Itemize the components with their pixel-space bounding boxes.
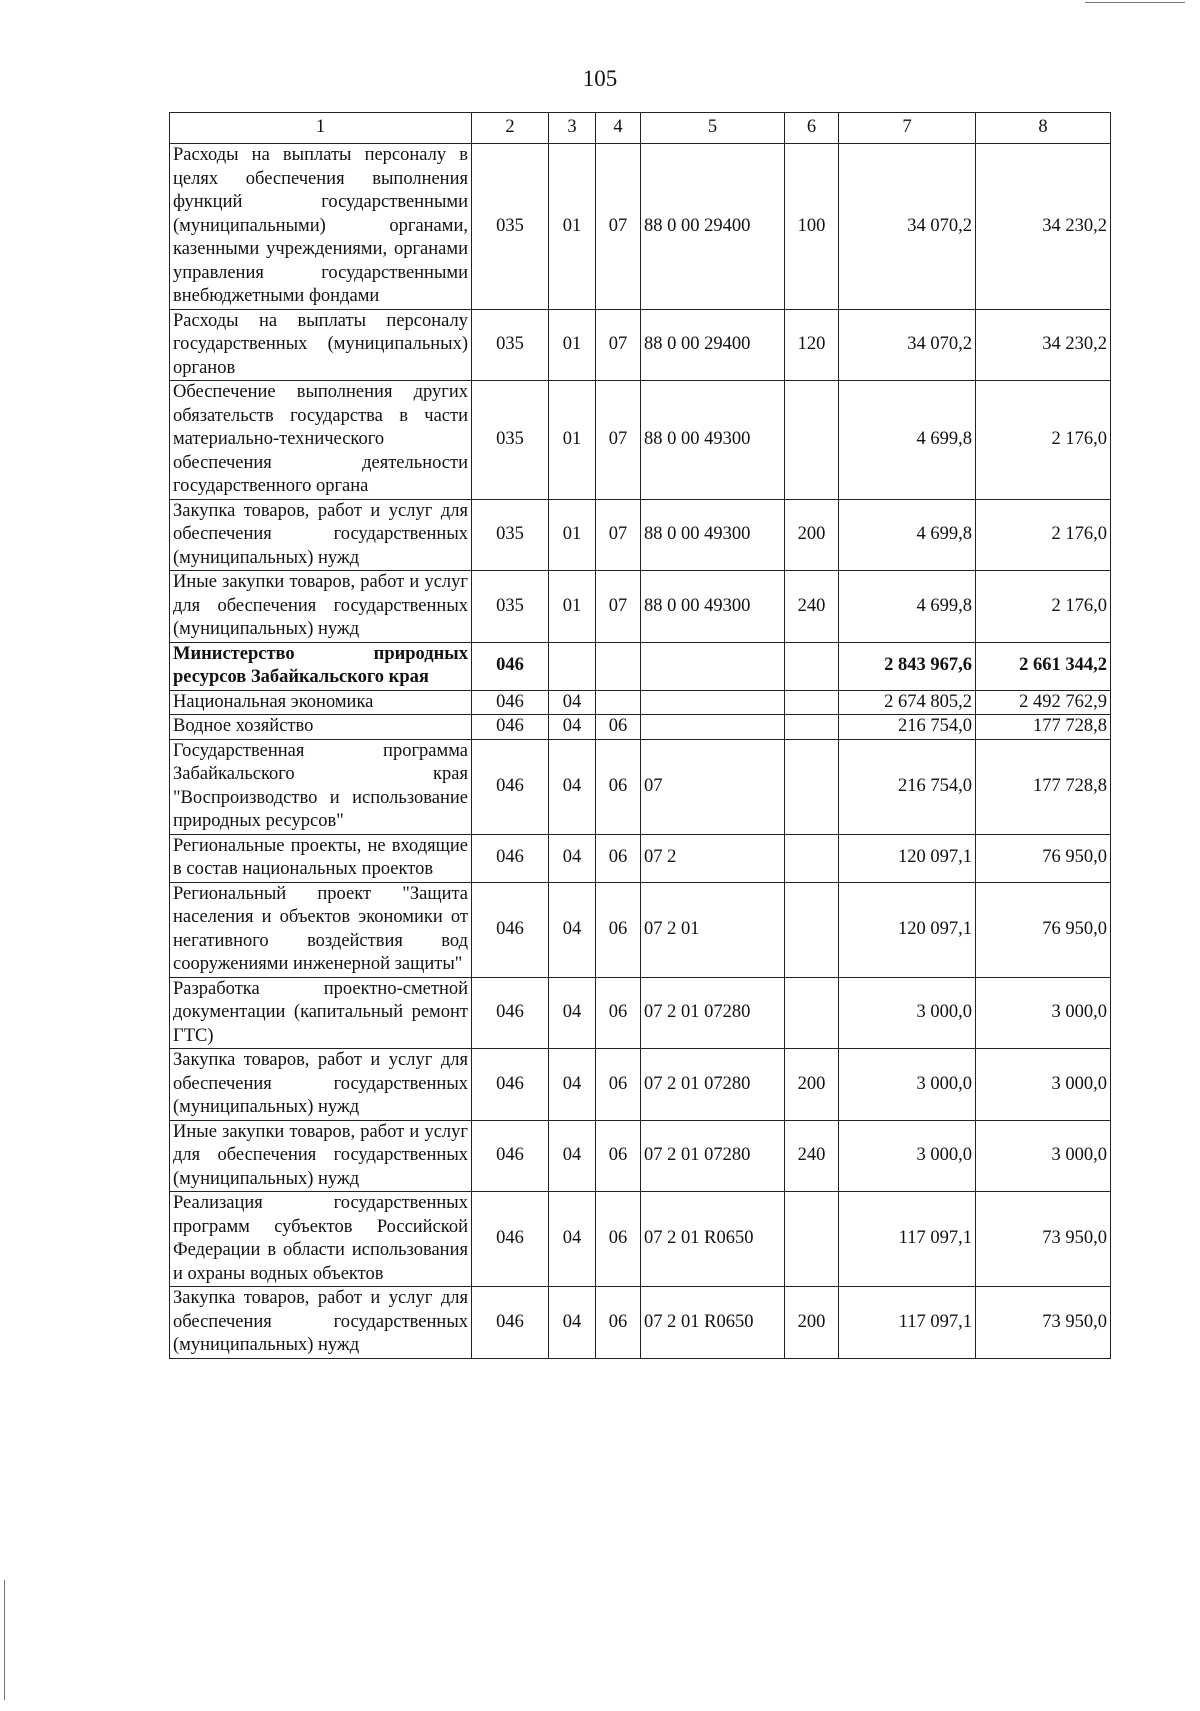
expense-type-code [785, 381, 839, 500]
ministry-code: 046 [472, 1192, 549, 1287]
section-code: 04 [549, 1049, 596, 1121]
target-article-code: 88 0 00 49300 [641, 571, 785, 643]
ministry-code: 035 [472, 144, 549, 310]
amount-year-1: 216 754,0 [839, 715, 976, 740]
row-name: Обеспечение выполнения других обязательств государства в части материально-технического обеспечения деятельности государственного органа [170, 381, 472, 500]
section-code: 04 [549, 834, 596, 882]
target-article-code: 88 0 00 29400 [641, 309, 785, 381]
expense-type-code [785, 834, 839, 882]
ministry-code: 046 [472, 715, 549, 740]
table-row [170, 1120, 1111, 1192]
table-row [170, 144, 1111, 310]
row-name: Расходы на выплаты персоналу государственных (муниципальных) органов [170, 309, 472, 381]
scan-edge-line [1085, 2, 1185, 3]
table-row [170, 715, 1111, 740]
amount-year-2: 3 000,0 [976, 977, 1111, 1049]
amount-year-1: 34 070,2 [839, 309, 976, 381]
target-article-code: 88 0 00 29400 [641, 144, 785, 310]
column-header: 6 [785, 113, 839, 144]
ministry-code: 046 [472, 1049, 549, 1121]
expense-type-code [785, 977, 839, 1049]
amount-year-2: 3 000,0 [976, 1049, 1111, 1121]
section-code: 01 [549, 571, 596, 643]
subsection-code: 06 [596, 1120, 641, 1192]
ministry-code: 035 [472, 499, 549, 571]
amount-year-2: 2 176,0 [976, 499, 1111, 571]
ministry-code: 046 [472, 977, 549, 1049]
section-code [549, 642, 596, 690]
table-row [170, 642, 1111, 690]
expense-type-code [785, 739, 839, 834]
table-row [170, 381, 1111, 500]
row-name: Закупка товаров, работ и услуг для обеспечения государственных (муниципальных) нужд [170, 1287, 472, 1359]
target-article-code: 07 2 01 07280 [641, 977, 785, 1049]
column-header: 2 [472, 113, 549, 144]
target-article-code: 07 2 [641, 834, 785, 882]
expense-type-code: 240 [785, 571, 839, 643]
section-code: 04 [549, 882, 596, 977]
subsection-code: 06 [596, 834, 641, 882]
ministry-code: 035 [472, 309, 549, 381]
section-code: 04 [549, 1120, 596, 1192]
expense-type-code: 100 [785, 144, 839, 310]
section-code: 01 [549, 144, 596, 310]
amount-year-2: 2 661 344,2 [976, 642, 1111, 690]
row-name: Закупка товаров, работ и услуг для обеспечения государственных (муниципальных) нужд [170, 499, 472, 571]
amount-year-2: 2 176,0 [976, 571, 1111, 643]
amount-year-2: 177 728,8 [976, 715, 1111, 740]
target-article-code: 07 2 01 [641, 882, 785, 977]
ministry-code: 046 [472, 642, 549, 690]
amount-year-1: 3 000,0 [839, 1049, 976, 1121]
section-code: 01 [549, 381, 596, 500]
amount-year-2: 73 950,0 [976, 1192, 1111, 1287]
target-article-code: 88 0 00 49300 [641, 381, 785, 500]
amount-year-2: 2 176,0 [976, 381, 1111, 500]
amount-year-1: 4 699,8 [839, 499, 976, 571]
subsection-code: 06 [596, 882, 641, 977]
expense-type-code [785, 1192, 839, 1287]
ministry-code: 046 [472, 1120, 549, 1192]
subsection-code: 06 [596, 977, 641, 1049]
target-article-code: 88 0 00 49300 [641, 499, 785, 571]
amount-year-1: 120 097,1 [839, 834, 976, 882]
amount-year-2: 73 950,0 [976, 1287, 1111, 1359]
table-row [170, 1287, 1111, 1359]
expense-type-code: 120 [785, 309, 839, 381]
amount-year-1: 2 843 967,6 [839, 642, 976, 690]
section-code: 04 [549, 977, 596, 1049]
expense-type-code [785, 690, 839, 715]
ministry-code: 046 [472, 690, 549, 715]
expense-type-code: 200 [785, 1049, 839, 1121]
table-row [170, 882, 1111, 977]
ministry-code: 046 [472, 1287, 549, 1359]
amount-year-1: 2 674 805,2 [839, 690, 976, 715]
column-header: 5 [641, 113, 785, 144]
target-article-code: 07 2 01 R0650 [641, 1192, 785, 1287]
section-code: 04 [549, 690, 596, 715]
row-name: Региональный проект "Защита населения и объектов экономики от негативного воздействия вод сооружениями инженерной защиты" [170, 882, 472, 977]
column-header: 3 [549, 113, 596, 144]
table-row [170, 571, 1111, 643]
subsection-code: 07 [596, 381, 641, 500]
row-name: Реализация государственных программ субъектов Российской Федерации в области использования и охраны водных объектов [170, 1192, 472, 1287]
section-code: 04 [549, 1192, 596, 1287]
amount-year-1: 117 097,1 [839, 1287, 976, 1359]
scan-edge-line [4, 1580, 5, 1700]
amount-year-2: 177 728,8 [976, 739, 1111, 834]
section-code: 04 [549, 1287, 596, 1359]
ministry-code: 046 [472, 882, 549, 977]
budget-table [169, 112, 1111, 1359]
subsection-code: 07 [596, 144, 641, 310]
row-name: Государственная программа Забайкальского края "Воспроизводство и использование природных ресурсов" [170, 739, 472, 834]
table-row [170, 1049, 1111, 1121]
column-header: 1 [170, 113, 472, 144]
subsection-code: 07 [596, 571, 641, 643]
row-name: Региональные проекты, не входящие в состав национальных проектов [170, 834, 472, 882]
subsection-code: 06 [596, 715, 641, 740]
column-header: 4 [596, 113, 641, 144]
target-article-code: 07 2 01 R0650 [641, 1287, 785, 1359]
target-article-code [641, 642, 785, 690]
amount-year-1: 117 097,1 [839, 1192, 976, 1287]
subsection-code [596, 690, 641, 715]
amount-year-2: 2 492 762,9 [976, 690, 1111, 715]
expense-type-code: 200 [785, 1287, 839, 1359]
row-name: Иные закупки товаров, работ и услуг для обеспечения государственных (муниципальных) нужд [170, 571, 472, 643]
target-article-code: 07 2 01 07280 [641, 1049, 785, 1121]
row-name: Закупка товаров, работ и услуг для обеспечения государственных (муниципальных) нужд [170, 1049, 472, 1121]
expense-type-code [785, 715, 839, 740]
expense-type-code [785, 642, 839, 690]
table-row [170, 309, 1111, 381]
table-row [170, 977, 1111, 1049]
target-article-code [641, 715, 785, 740]
table-row [170, 1192, 1111, 1287]
amount-year-2: 76 950,0 [976, 834, 1111, 882]
column-header: 7 [839, 113, 976, 144]
ministry-code: 035 [472, 381, 549, 500]
page-number: 105 [582, 66, 618, 91]
target-article-code [641, 690, 785, 715]
row-name: Иные закупки товаров, работ и услуг для обеспечения государственных (муниципальных) нужд [170, 1120, 472, 1192]
ministry-code: 035 [472, 571, 549, 643]
amount-year-1: 4 699,8 [839, 571, 976, 643]
expense-type-code [785, 882, 839, 977]
amount-year-1: 4 699,8 [839, 381, 976, 500]
table-row [170, 739, 1111, 834]
expense-type-code: 240 [785, 1120, 839, 1192]
amount-year-2: 34 230,2 [976, 309, 1111, 381]
table-row [170, 499, 1111, 571]
amount-year-1: 3 000,0 [839, 1120, 976, 1192]
row-name: Разработка проектно-сметной документации (капитальный ремонт ГТС) [170, 977, 472, 1049]
header-row [170, 113, 1111, 144]
amount-year-2: 3 000,0 [976, 1120, 1111, 1192]
ministry-code: 046 [472, 834, 549, 882]
subsection-code: 06 [596, 739, 641, 834]
column-header: 8 [976, 113, 1111, 144]
section-code: 01 [549, 499, 596, 571]
amount-year-2: 34 230,2 [976, 144, 1111, 310]
ministry-code: 046 [472, 739, 549, 834]
amount-year-1: 34 070,2 [839, 144, 976, 310]
subsection-code: 06 [596, 1192, 641, 1287]
target-article-code: 07 [641, 739, 785, 834]
target-article-code: 07 2 01 07280 [641, 1120, 785, 1192]
expense-type-code: 200 [785, 499, 839, 571]
section-code: 04 [549, 715, 596, 740]
subsection-code: 07 [596, 499, 641, 571]
section-code: 01 [549, 309, 596, 381]
row-name: Водное хозяйство [170, 715, 472, 740]
section-code: 04 [549, 739, 596, 834]
amount-year-1: 3 000,0 [839, 977, 976, 1049]
row-name: Министерство природных ресурсов Забайкальского края [170, 642, 472, 690]
subsection-code [596, 642, 641, 690]
table-row [170, 834, 1111, 882]
amount-year-1: 216 754,0 [839, 739, 976, 834]
amount-year-1: 120 097,1 [839, 882, 976, 977]
row-name: Национальная экономика [170, 690, 472, 715]
row-name: Расходы на выплаты персоналу в целях обеспечения выполнения функций государственными (муниципальными) органами, казенными учреждениями, органами управления государственными внебюджетными фондами [170, 144, 472, 310]
subsection-code: 06 [596, 1287, 641, 1359]
table-row [170, 690, 1111, 715]
subsection-code: 07 [596, 309, 641, 381]
amount-year-2: 76 950,0 [976, 882, 1111, 977]
subsection-code: 06 [596, 1049, 641, 1121]
